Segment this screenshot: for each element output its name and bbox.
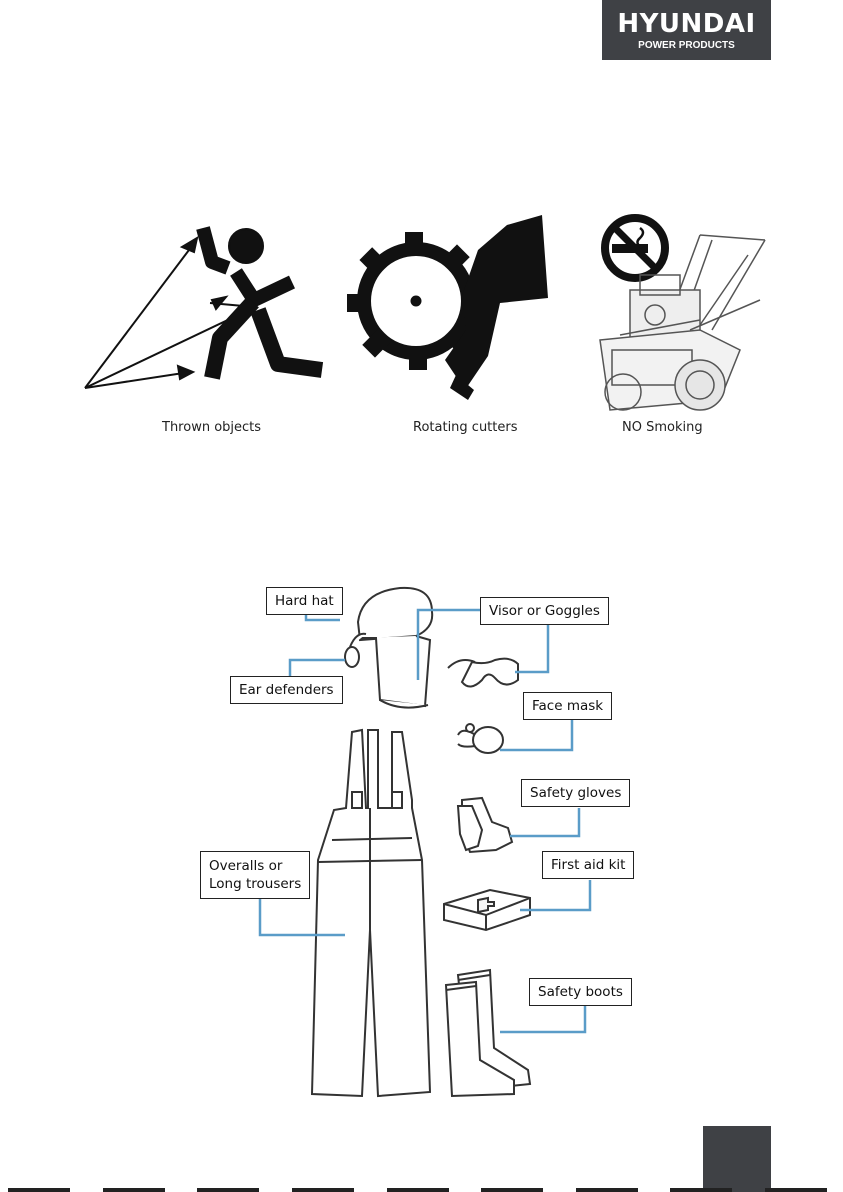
label-first-aid-kit: First aid kit [542,851,634,879]
no-smoking-icon [605,218,665,278]
caption-no-smoking: NO Smoking [622,420,703,435]
caption-rotating-cutters: Rotating cutters [413,420,518,435]
label-safety-gloves: Safety gloves [521,779,630,807]
label-overalls [200,851,310,899]
label-overalls-line2: Long trousers [209,876,302,892]
caption-thrown-objects: Thrown objects [162,420,262,435]
label-safety-boots: Safety boots [529,978,632,1006]
rotating-cutters-icon [347,215,548,400]
label-visor-goggles: Visor or Goggles [480,597,609,625]
label-hard-hat: Hard hat [266,587,343,615]
safety-goggles-illustration [448,659,518,687]
overalls-illustration [312,730,430,1096]
face-mask-illustration [458,724,503,753]
thrown-objects-icon [85,228,322,388]
logo-subtitle: POWER PRODUCTS [638,40,735,51]
safety-gloves-illustration [458,798,512,852]
first-aid-kit-illustration [444,890,530,930]
label-overalls-line1: Overalls or [209,858,283,874]
label-face-mask: Face mask [523,692,612,720]
logo-brand: HYUNDAI [617,9,756,39]
label-ear-defenders: Ear defenders [230,676,343,704]
page-number-tab [703,1126,771,1192]
